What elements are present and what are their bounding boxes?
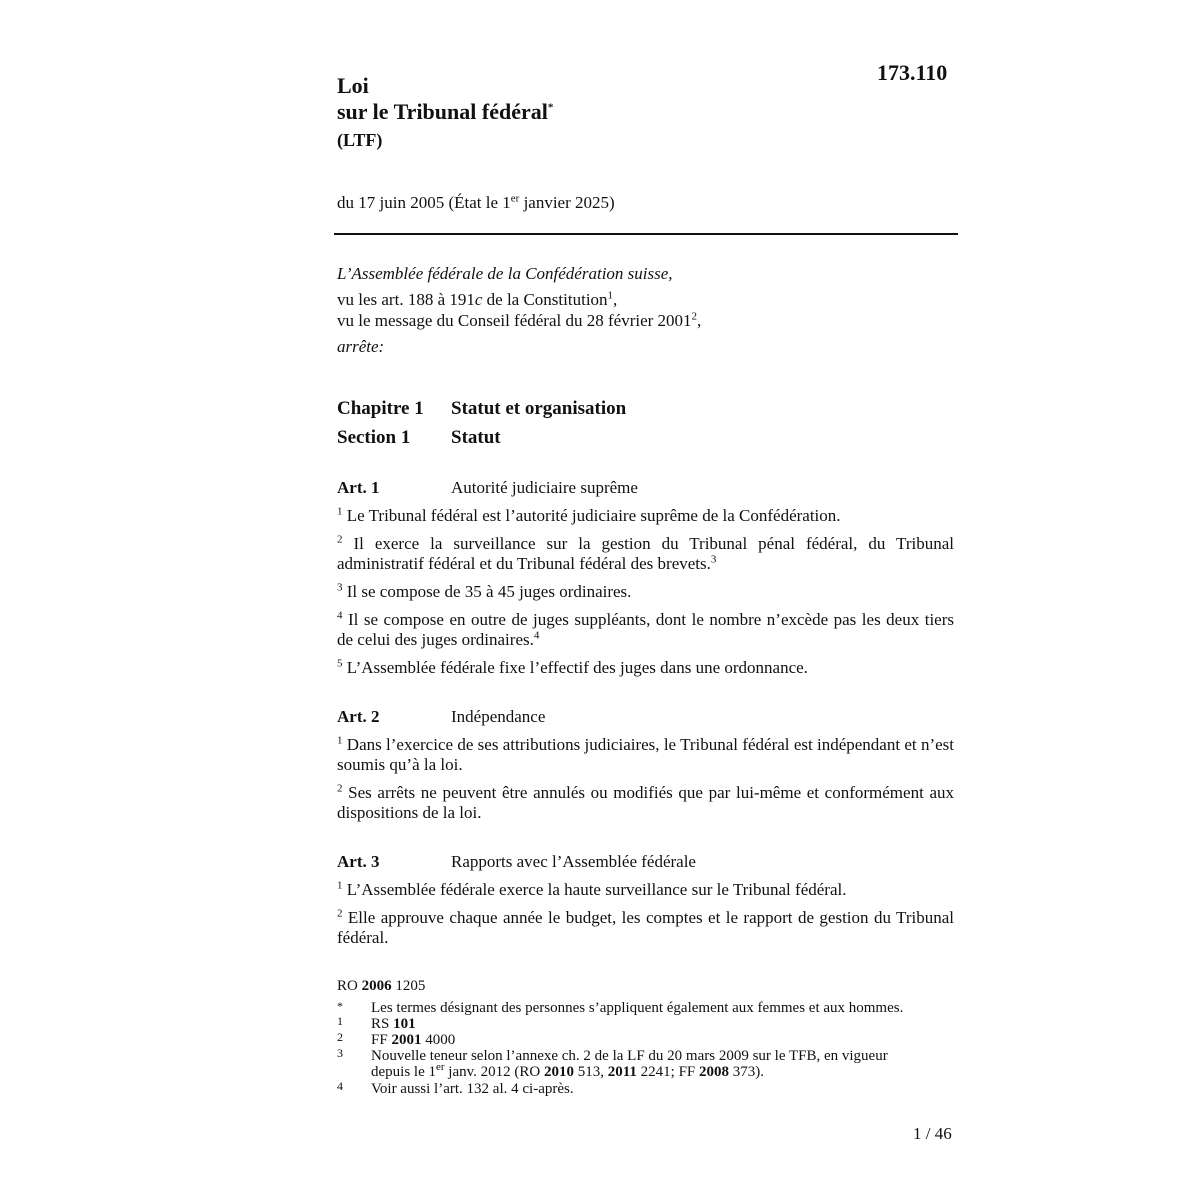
footnote-text-a: FF — [371, 1032, 392, 1048]
preamble-line2-a: vu les art. 188 à 191 — [337, 290, 475, 309]
title-footnote-mark: * — [547, 101, 554, 114]
article-number: Art. 3 — [337, 852, 380, 871]
footnote-year: 2008 — [699, 1064, 730, 1080]
preamble-authority: L’Assemblée fédérale de la Confédération suisse, — [337, 264, 673, 283]
footnote-ref-3[interactable]: 3 — [710, 553, 717, 566]
footnote-text: Les termes désignant des personnes s’appliquent également aux femmes et aux hommes. — [371, 1000, 904, 1016]
section-label: Section 1 — [337, 427, 411, 448]
footnote-seg: 373). — [729, 1064, 765, 1080]
paragraph-text: Il se compose de 35 à 45 juges ordinaires. — [342, 582, 632, 601]
paragraph-text: L’Assemblée fédérale fixe l’effectif des juges dans une ordonnance. — [342, 658, 808, 677]
abbreviation: (LTF) — [337, 130, 383, 150]
footnote-line-1: Nouvelle teneur selon l’annexe ch. 2 de la LF du 20 mars 2009 sur le TFB, en vigueur — [371, 1048, 888, 1064]
article-paragraph — [337, 534, 954, 574]
article-title: Rapports avec l’Assemblée fédérale — [451, 852, 696, 871]
title-text: sur le Tribunal fédéral — [337, 99, 548, 124]
footnote-text-b: 2001 — [391, 1032, 422, 1048]
article-paragraph — [337, 610, 954, 650]
preamble-line2-b: de la Constitution — [482, 290, 608, 309]
ro-prefix: RO — [337, 978, 362, 994]
footnote-text — [371, 1016, 961, 1032]
article-paragraph — [337, 880, 954, 900]
footnote-text-b: 101 — [393, 1016, 416, 1032]
article-paragraph — [337, 783, 954, 823]
preamble-constitution — [337, 290, 617, 310]
footnote-mark: 3 — [337, 1046, 343, 1060]
footnote-mark: 4 — [337, 1079, 343, 1093]
paragraph-number: 5 — [337, 657, 343, 670]
date-suffix: janvier 2025) — [519, 193, 615, 212]
footnote-seg: janv. 2012 (RO — [444, 1064, 544, 1080]
footnote-year: 2011 — [607, 1064, 637, 1080]
title-line-1: Loi — [337, 73, 369, 98]
preamble-line3-a: vu le message du Conseil fédéral du 28 février 2001 — [337, 311, 692, 330]
article-paragraph — [337, 582, 954, 602]
chapter-label: Chapitre 1 — [337, 398, 424, 419]
footnote-mark: 2 — [337, 1030, 343, 1044]
footnote-text — [371, 1048, 961, 1080]
chapter-title: Statut et organisation — [451, 398, 627, 419]
article-paragraph — [337, 506, 954, 526]
article-number: Art. 2 — [337, 707, 380, 726]
paragraph-text: Ses arrêts ne peuvent être annulés ou modifiés que par lui-même et conformément aux dispositions de la loi. — [337, 783, 954, 822]
footnote-seg: 513, — [573, 1064, 608, 1080]
footnote-sup: er — [436, 1061, 445, 1073]
paragraph-text: Il exerce la surveillance sur la gestion du Tribunal pénal fédéral, du Tribunal administratif fédéral et du Tribunal fédéral des brevets. — [337, 534, 954, 573]
preamble-decree: arrête: — [337, 337, 385, 356]
header-rule — [334, 233, 958, 235]
ro-year: 2006 — [361, 978, 392, 994]
footnote-text-c: 4000 — [421, 1032, 456, 1048]
sr-number: 173.110 — [877, 60, 948, 85]
paragraph-text: Le Tribunal fédéral est l’autorité judiciaire suprême de la Confédération. — [342, 506, 841, 525]
article-paragraph — [337, 735, 954, 775]
footnote-text: Voir aussi l’art. 132 al. 4 ci-après. — [371, 1081, 574, 1097]
ro-page: 1205 — [391, 978, 426, 994]
footnote-seg: depuis le 1 — [371, 1064, 436, 1080]
paragraph-number: 2 — [337, 782, 343, 795]
footnote-seg: 2241; FF — [636, 1064, 700, 1080]
article-paragraph — [337, 908, 954, 948]
paragraph-number: 2 — [337, 533, 343, 546]
date-line — [337, 193, 615, 213]
paragraph-number: 2 — [337, 907, 343, 920]
paragraph-text: Dans l’exercice de ses attributions judiciaires, le Tribunal fédéral est indépendant et n’est soumis qu’à la loi. — [337, 735, 954, 774]
article-title: Autorité judiciaire suprême — [451, 478, 638, 497]
footnote-year: 2010 — [543, 1064, 574, 1080]
footnote-text — [371, 1032, 961, 1048]
paragraph-text: L’Assemblée fédérale exerce la haute surveillance sur le Tribunal fédéral. — [342, 880, 847, 899]
title-line-2 — [337, 99, 553, 125]
preamble-message — [337, 311, 701, 331]
footnote-mark: * — [337, 999, 343, 1013]
footnote-ref-2[interactable]: 2 — [691, 310, 698, 323]
article-number: Art. 1 — [337, 478, 380, 497]
date-prefix: du 17 juin 2005 (État le 1 — [337, 193, 511, 212]
paragraph-number: 4 — [337, 609, 343, 622]
preamble-line2-c: c — [474, 290, 483, 309]
page-number: 1 / 46 — [913, 1124, 952, 1143]
paragraph-number: 1 — [337, 879, 343, 892]
footnote-mark: 1 — [337, 1014, 343, 1028]
paragraph-number: 1 — [337, 505, 343, 518]
preamble-line3-end: , — [697, 311, 702, 330]
article-paragraph — [337, 658, 954, 678]
paragraph-number: 3 — [337, 581, 343, 594]
paragraph-number: 1 — [337, 734, 343, 747]
footnote-line-2 — [371, 1061, 961, 1080]
footnote-ref-1[interactable]: 1 — [607, 289, 614, 302]
footnote-ref-4[interactable]: 4 — [533, 629, 540, 642]
section-title: Statut — [451, 427, 501, 448]
ro-reference — [337, 978, 425, 995]
paragraph-text: Il se compose en outre de juges suppléants, dont le nombre n’excède pas les deux tiers de celui des juges ordinaires. — [337, 610, 954, 649]
paragraph-text: Elle approuve chaque année le budget, les comptes et le rapport de gestion du Tribunal fédéral. — [337, 908, 954, 947]
article-title: Indépendance — [451, 707, 546, 726]
footnote-text-a: RS — [371, 1016, 394, 1032]
date-sup: er — [510, 192, 520, 205]
preamble-line2-end: , — [613, 290, 618, 309]
